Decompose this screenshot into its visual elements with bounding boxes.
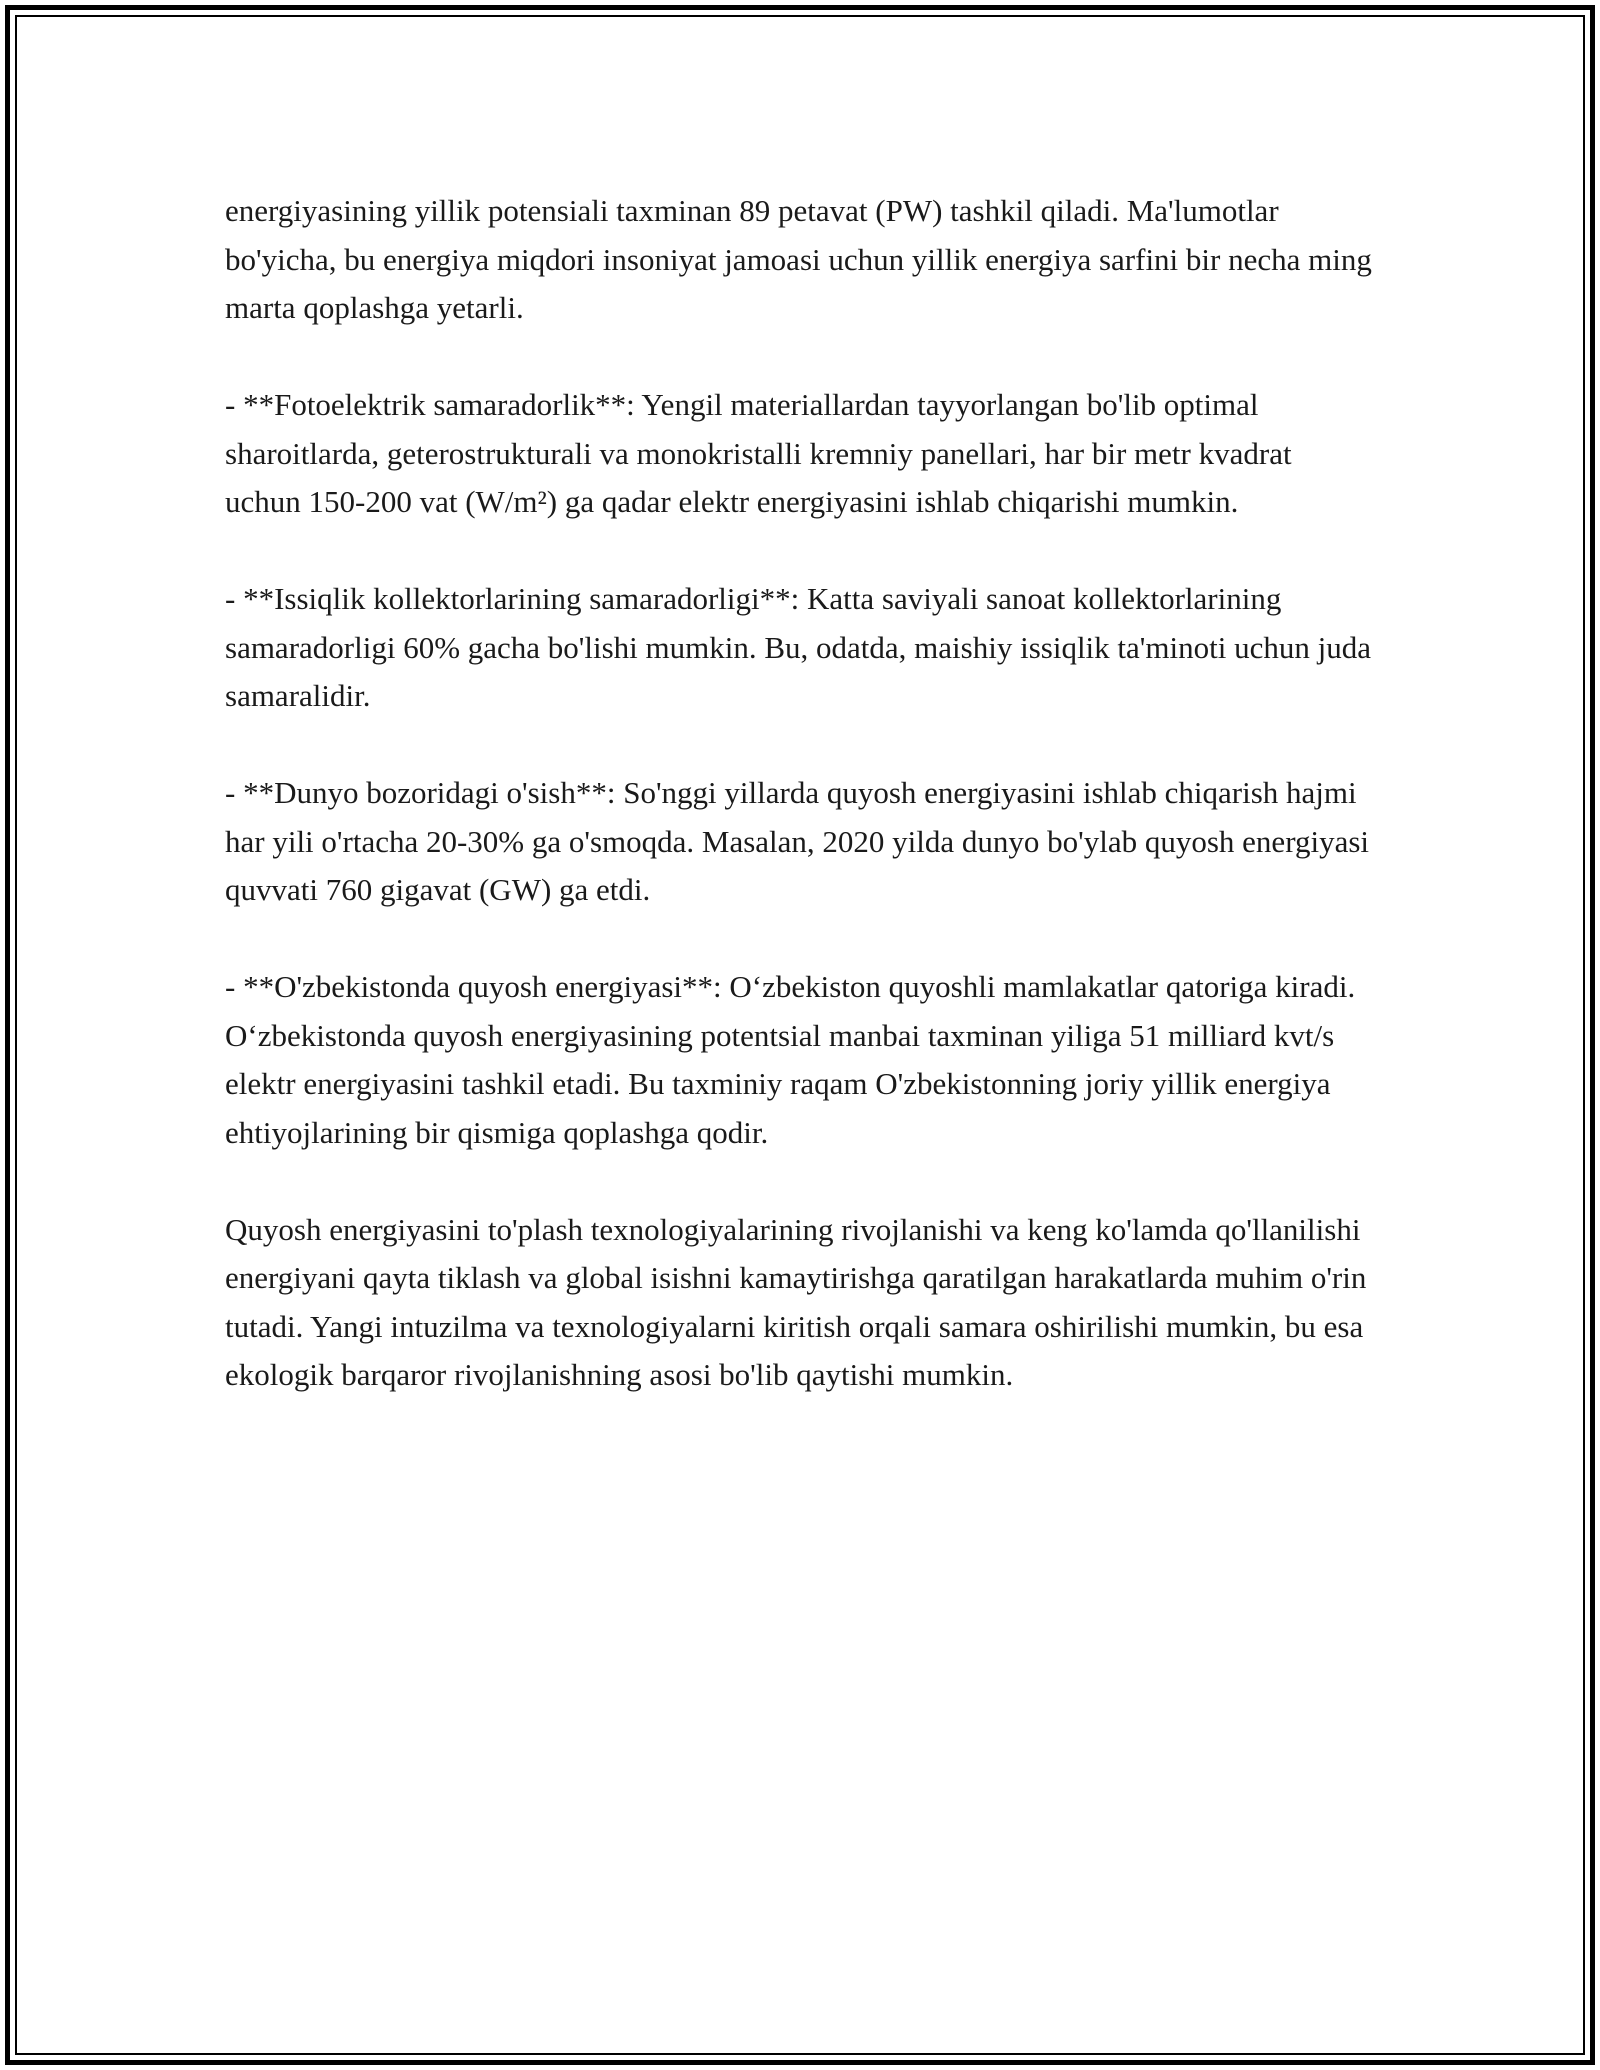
paragraph-photovoltaic-efficiency: - **Fotoelektrik samaradorlik**: Yengil materiallardan tayyorlangan bo'lib optimal sharoitlarda, geterostrukturali va monokristalli kremniy panellari, har bir metr kvadrat uchun 150-200 vat (W/m²) ga qadar elektr energiyasini ishlab chiqarishi mumkin.	[225, 387, 1292, 519]
paragraph-solar-potential: energiyasining yillik potensiali taxminan 89 petavat (PW) tashkil qiladi. Ma'lumotlar bo'yicha, bu energiya miqdori insoniyat jamoasi uchun yillik energiya sarfini bir necha ming marta qoplashga yetarli.	[225, 193, 1372, 325]
paragraph-thermal-collectors: - **Issiqlik kollektorlarining samaradorligi**: Katta saviyali sanoat kollektorlarining samaradorligi 60% gacha bo'lishi mumkin. Bu, odatda, maishiy issiqlik ta'minoti uchun juda samaralidir.	[225, 581, 1371, 713]
paragraph-conclusion: Quyosh energiyasini to'plash texnologiyalarining rivojlanishi va keng ko'lamda qo'llanilishi energiyani qayta tiklash va global isishni kamaytirishga qaratilgan harakatlarda muhim o'rin tutadi. Yangi intuzilma va texnologiyalarni kiritish orqali samara oshirilishi mumkin, bu esa ekologik barqaror rivojlanishning asosi bo'lib qaytishi mumkin.	[225, 1211, 1367, 1392]
document-body	[225, 187, 1375, 1448]
paragraph-world-market-growth: - **Dunyo bozoridagi o'sish**: So'nggi yillarda quyosh energiyasini ishlab chiqarish hajmi har yili o'rtacha 20-30% ga o'smoqda. Masalan, 2020 yilda dunyo bo'ylab quyosh energiyasi quvvati 760 gigavat (GW) ga etdi.	[225, 775, 1370, 907]
paragraph-uzbekistan-solar: - **O'zbekistonda quyosh energiyasi**: O‘zbekiston quyoshli mamlakatlar qatoriga kiradi. O‘zbekistonda quyosh energiyasining potentsial manbai taxminan yiliga 51 milliard kvt/s elektr energiyasini tashkil etadi. Bu taxminiy raqam O'zbekistonning joriy yillik energiya ehtiyojlarining bir qismiga qoplashga qodir.	[225, 969, 1356, 1150]
